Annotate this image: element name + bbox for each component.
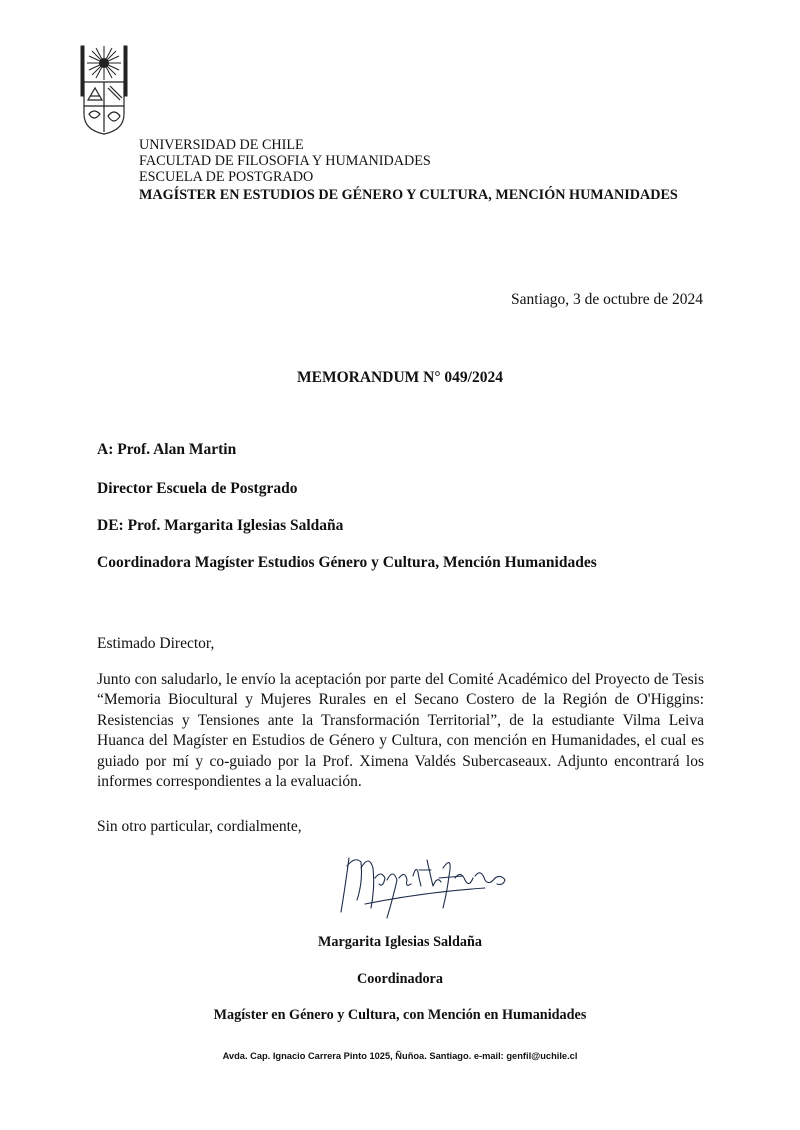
letterhead-school: ESCUELA DE POSTGRADO <box>139 169 314 185</box>
signatory-program: Magíster en Género y Cultura, con Mención en Humanidades <box>213 1007 587 1023</box>
greeting: Estimado Director, <box>97 635 215 652</box>
recipient-to-role: Director Escuela de Postgrado <box>97 480 298 497</box>
footer-address: Avda. Cap. Ignacio Carrera Pinto 1025, Ñuñoa. Santiago. e-mail: genfil@uchile.cl <box>222 1051 578 1061</box>
letterhead-university: UNIVERSIDAD DE CHILE <box>139 137 304 153</box>
signatory-name: Margarita Iglesias Saldaña <box>318 934 482 950</box>
signatory-role: Coordinadora <box>357 971 443 987</box>
sender-from-role: Coordinadora Magíster Estudios Género y Cultura, Mención Humanidades <box>97 554 597 571</box>
recipient-to: A: Prof. Alan Martin <box>97 441 237 458</box>
handwritten-signature <box>335 848 525 926</box>
letterhead-program: MAGÍSTER EN ESTUDIOS DE GÉNERO Y CULTURA, MENCIÓN HUMANIDADES <box>139 187 678 203</box>
sender-from: DE: Prof. Margarita Iglesias Saldaña <box>97 517 344 534</box>
body-paragraph: Junto con saludarlo, le envío la aceptación por parte del Comité Académico del Proyecto de Tesis “Memoria Biocultural y Mujeres Rurales en el Secano Costero de la Región de O'Higgins: Resistencias y Tensiones ante la Transformación Territorial”, de la estudiante Vilma Leiva Huanca del Magíster en Estudios de Género y Cultura, con mención en Humanidades, el cual es guiado por mí y co-guiado por la Prof. Ximena Valdés Subercaseaux. Adjunto encontrará los informes correspondientes a la evaluación. <box>97 671 704 791</box>
letterhead-faculty: FACULTAD DE FILOSOFIA Y HUMANIDADES <box>139 153 431 169</box>
university-crest-logo <box>80 44 128 136</box>
document-date: Santiago, 3 de octubre de 2024 <box>511 291 703 308</box>
closing: Sin otro particular, cordialmente, <box>97 818 302 835</box>
memo-title: MEMORANDUM N° 049/2024 <box>297 369 503 386</box>
